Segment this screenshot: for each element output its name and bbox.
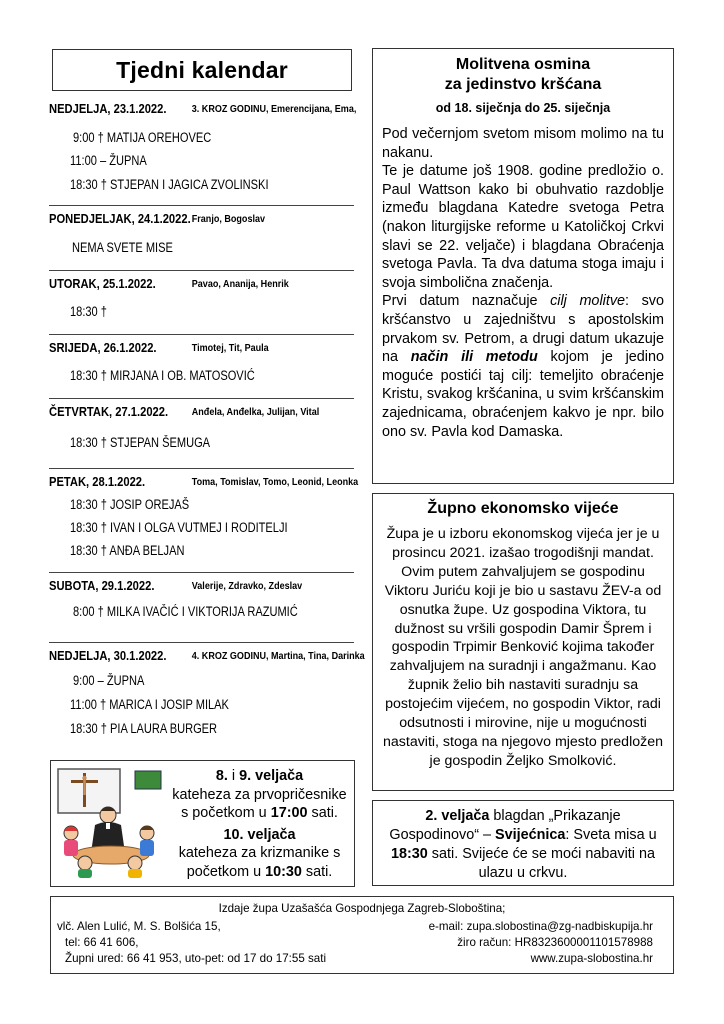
mass-entry: 18:30 † IVAN I OLGA VUTMEJ I RODITELJI [70, 520, 288, 535]
day-names: Timotej, Tit, Paula [191, 342, 269, 354]
day-date: NEDJELJA, 23.1.2022. [49, 101, 167, 116]
calendar-day [49, 399, 354, 469]
candlemas-box [372, 800, 674, 886]
octave-title: Molitvena osmina za jedinstvo kršćana [444, 56, 602, 93]
mass-entry: 18:30 † STJEPAN ŠEMUGA [70, 435, 211, 450]
mass-entry: 9:00 – ŽUPNA [73, 673, 145, 688]
day-date: UTORAK, 25.1.2022. [49, 276, 156, 291]
day-date: PETAK, 28.1.2022. [49, 474, 146, 489]
weekly-calendar [49, 96, 365, 751]
mass-entry: 18:30 † ANĐA BELJAN [70, 543, 185, 558]
day-names: Valerije, Zdravko, Zdeslav [191, 580, 303, 592]
footer-website: www.zupa-slobostina.hr [530, 952, 653, 965]
council-title: Župno ekonomsko vijeće [427, 500, 619, 517]
day-names: Franjo, Bogoslav [191, 213, 266, 225]
footer-email: e-mail: zupa.slobostina@zg-nadbiskupija.hr [428, 920, 653, 933]
calendar-title: Tjedni kalendar [116, 56, 288, 83]
day-date: SRIJEDA, 26.1.2022. [49, 340, 157, 355]
footer-bank-account: žiro račun: HR8323600001101578988 [457, 936, 653, 949]
footer-priest: vlč. Alen Lulić, M. S. Bolšića 15, [57, 920, 221, 933]
octave-text: Pod večernjom svetom misom molimo na tu nakanu. Te je datume još 1908. godine predložio o. Paul Wattson kako bi obuhvatio razdoblje između blagdana Katedre svetoga Petra (nakon liturgijske reforme u Katoličkoj Crkvi slavi se 22. veljače) i blagdana Obraćenja svetoga Pavla. Ta dva datuma stoga imaju i svoja simbolična značenja. Prvi datum naznačuje cilj molitve: svo kršćanstvo u zajedništvu s apostolskim prvakom sv. Petrom, a drugi datum ukazuje na način ili metodu kojom je jedino moguće postići taj cilj: temeljito obraćenje Kristu, svakog kršćanina, u svim kršćanskim zajednicama, obraćenjem kakvo je npr. bilo ono sv. Pavla kod Damaska. [382, 126, 664, 440]
day-names: Toma, Tomislav, Tomo, Leonid, Leonka [191, 476, 359, 488]
day-date: SUBOTA, 29.1.2022. [49, 578, 155, 593]
mass-entry: 11:00 † MARICA I JOSIP MILAK [70, 697, 229, 712]
mass-entry: 18:30 † STJEPAN I JAGICA ZVOLINSKI [70, 177, 269, 192]
calendar-day [49, 335, 354, 399]
mass-entry: NEMA SVETE MISE [72, 240, 173, 255]
day-names: 3. KROZ GODINU, Emerencijana, Ema, [191, 103, 357, 115]
parish-council-box [372, 493, 674, 791]
footer-office-hours: Župni ured: 66 41 953, uto-pet: od 17 do 17:55 sati [65, 952, 327, 965]
calendar-day [49, 643, 365, 751]
footer-publisher: Izdaje župa Uzašašća Gospodnjega Zagreb-Sloboština; [218, 902, 506, 915]
catechesis-box [50, 760, 355, 887]
calendar-day [49, 271, 354, 335]
catechesis-illustration [55, 767, 167, 879]
calendar-title-box [52, 49, 352, 91]
day-names: Anđela, Anđelka, Julijan, Vital [191, 406, 320, 418]
day-date: PONEDJELJAK, 24.1.2022. [49, 211, 191, 226]
calendar-day [49, 469, 359, 573]
footer-phone: tel: 66 41 606, [65, 936, 139, 949]
mass-entry: 18:30 † [70, 304, 107, 319]
footer-box [50, 896, 674, 974]
catechesis-text: 8. i 9. veljača kateheza za prvopričesnike s početkom u 17:00 sati. 10. veljača kateheza za krizmanike s početkom u 10:30 sati. [172, 768, 347, 880]
council-text: Župa je u izboru ekonomskog vijeća jer je u prosincu 2021. izašao trogodišnji mandat. Ovim putem zahvaljujem se gospodinu Viktoru Juriću koji je bio u sastavu ŽEV-a od osnutka župe. Uz gospodina Viktora, tu dužnost su vršili gospodin Damir Šprem i gospodin Trpimir Benković kojima također zahvaljujem na suradnji i angažmanu. Kao župnik želio bih nastaviti suradnju sa postojećim vijećem, no gospodin Viktor, radi odsutnosti i mirovine, nije u mogućnosti nastaviti, stoga na njegovo mjesto predložen je gospodin Željko Smolković. [383, 526, 663, 769]
calendar-day [49, 96, 357, 206]
day-names: Pavao, Ananija, Henrik [191, 278, 289, 290]
mass-entry: 18:30 † PIA LAURA BURGER [70, 721, 218, 736]
prayer-octave-box [372, 48, 674, 484]
mass-entry: 8:00 † MILKA IVAČIĆ I VIKTORIJA RAZUMIĆ [73, 604, 298, 619]
day-date: ČETVRTAK, 27.1.2022. [49, 404, 169, 419]
calendar-day [49, 206, 354, 271]
mass-entry: 18:30 † MIRJANA I OB. MATOSOVIĆ [70, 368, 255, 383]
day-date: NEDJELJA, 30.1.2022. [49, 648, 167, 663]
octave-dates: od 18. siječnja do 25. siječnja [435, 101, 611, 115]
day-names: 4. KROZ GODINU, Martina, Tina, Darinka [191, 650, 365, 662]
mass-entry: 11:00 – ŽUPNA [70, 153, 147, 168]
mass-entry: 18:30 † JOSIP OREJAŠ [70, 497, 190, 512]
calendar-day [49, 573, 354, 643]
mass-entry: 9:00 † MATIJA OREHOVEC [73, 130, 212, 145]
candlemas-text: 2. veljača blagdan „Prikazanje Gospodinovo“ – Svijećnica: Sveta misa u 18:30 sati. Svijeće će se moći nabaviti na ulazu u crkvu. [389, 808, 657, 881]
